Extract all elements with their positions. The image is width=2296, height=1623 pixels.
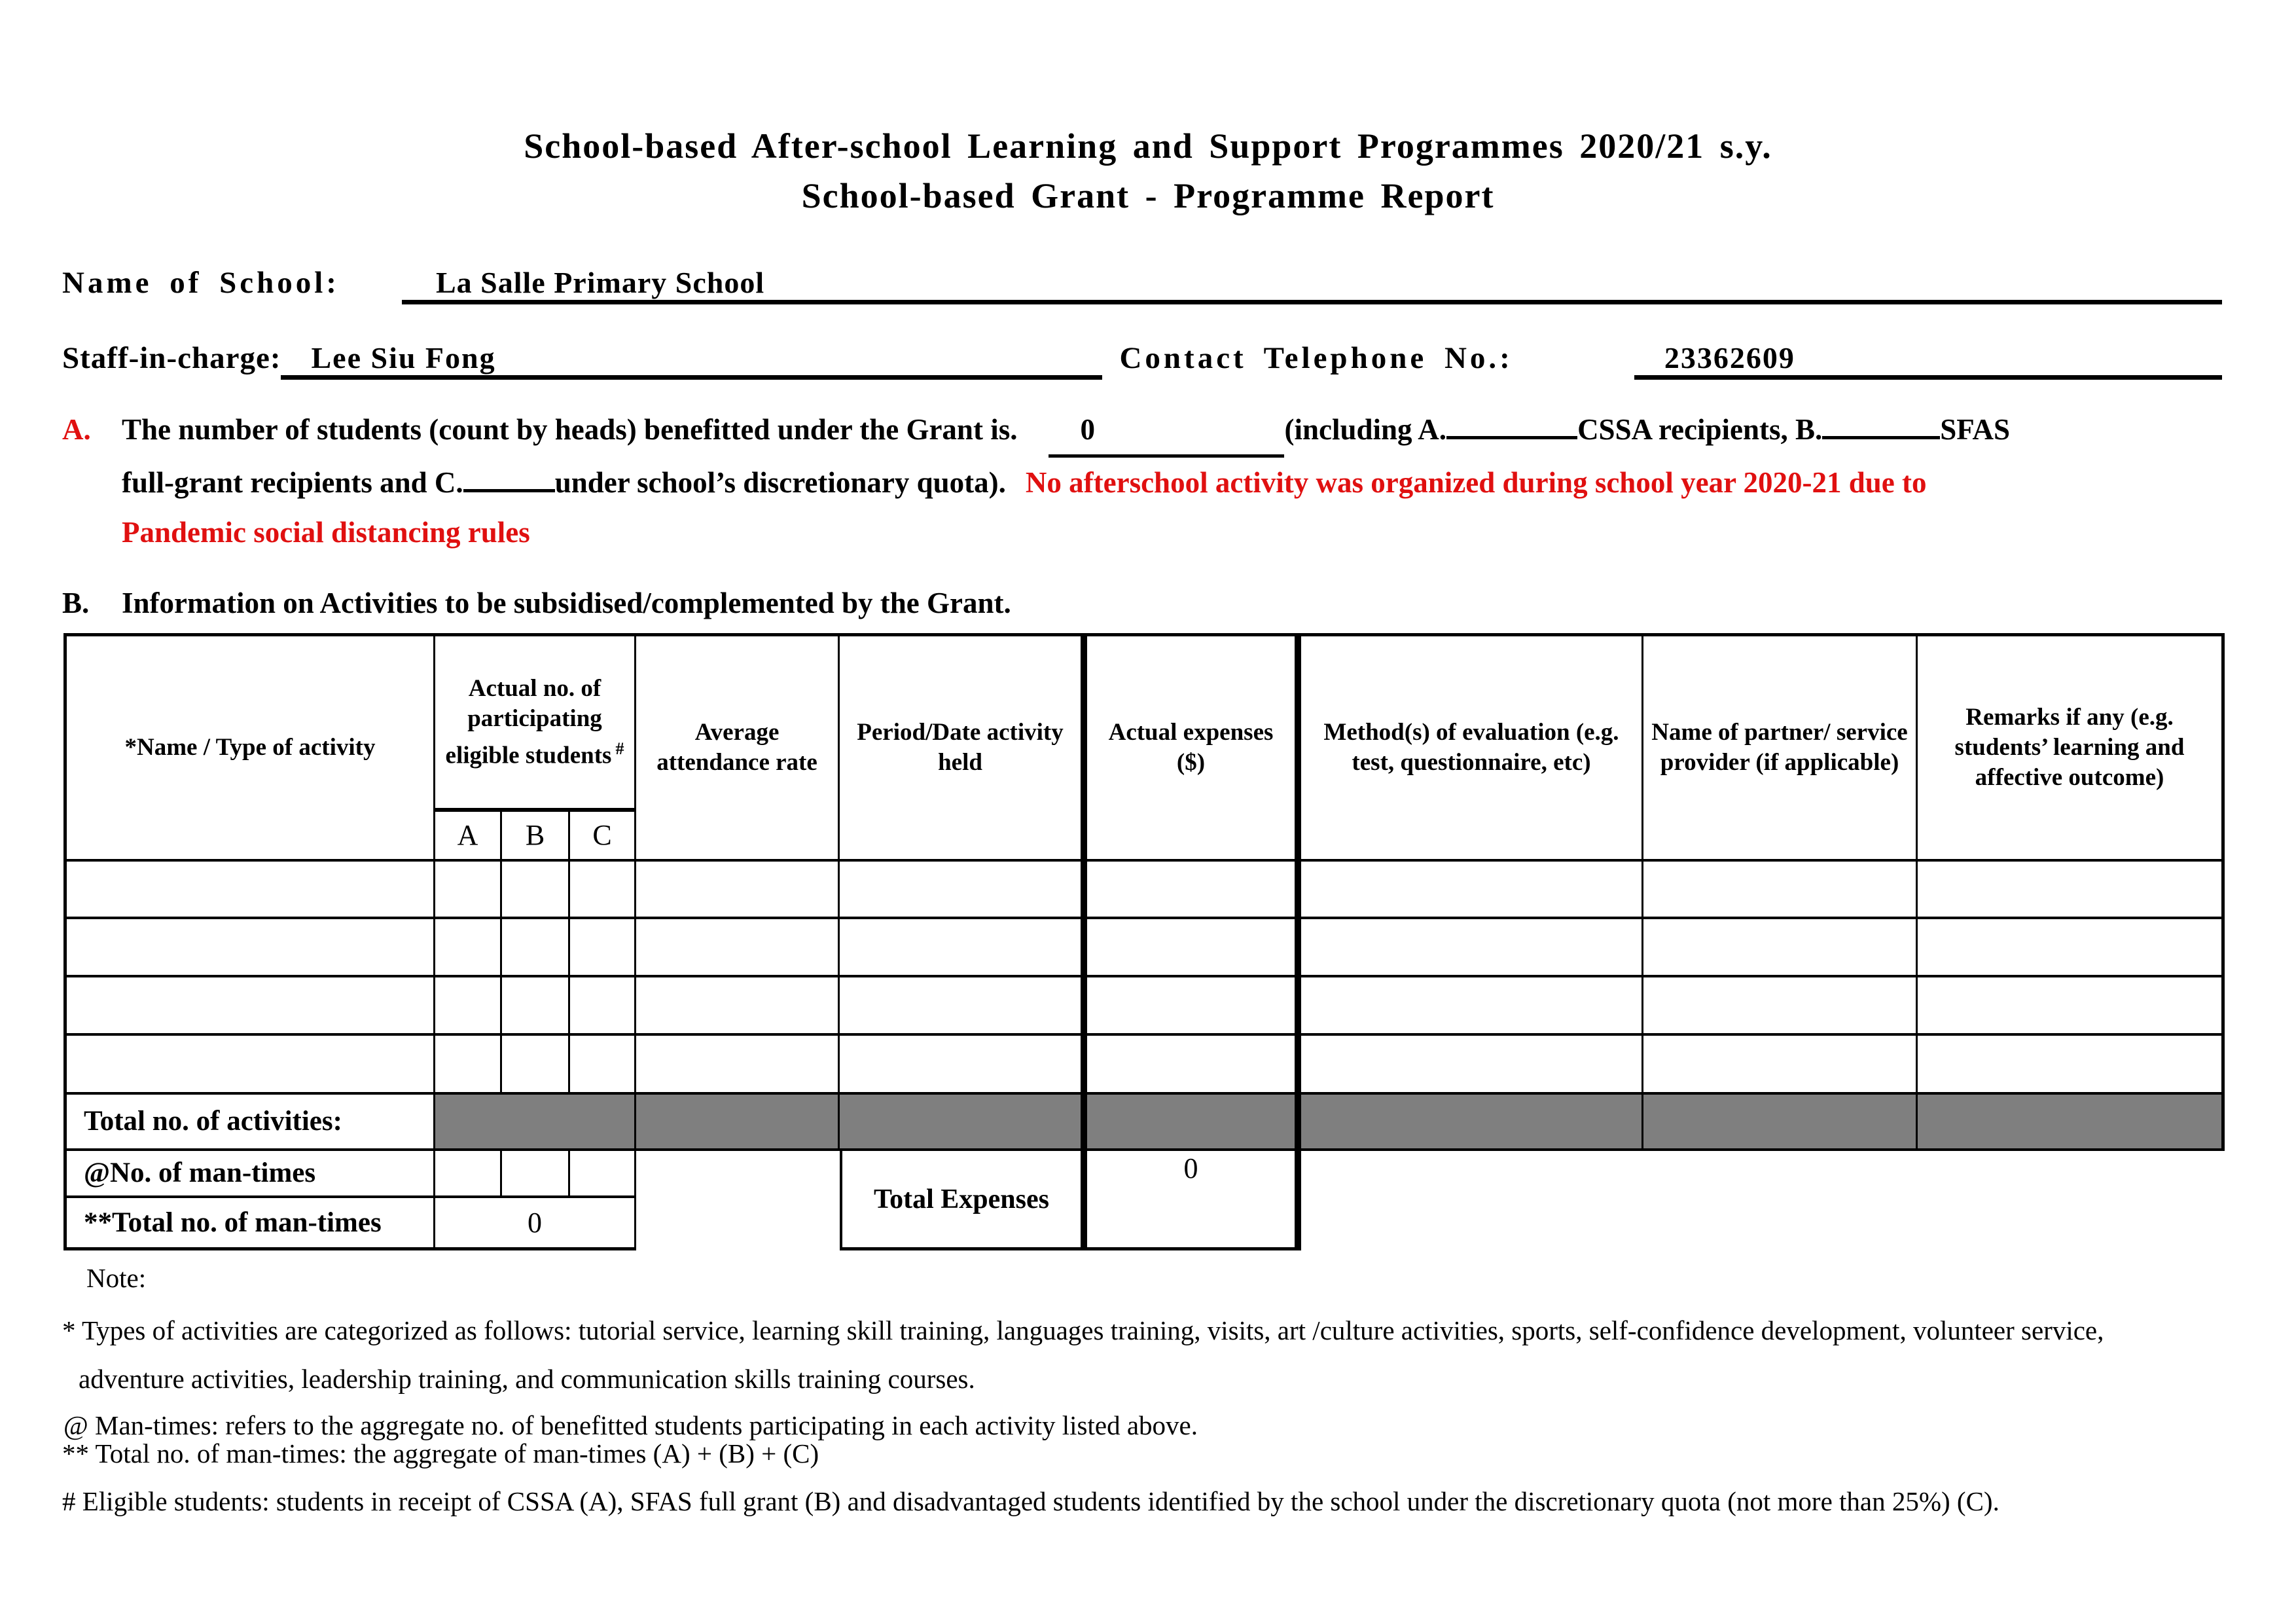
red-remark-line2: Pandemic social distancing rules <box>122 516 530 549</box>
section-a-cssa: CSSA recipients, B. <box>1577 413 1823 446</box>
note-types-line1: * Types of activities are categorized as follows: tutorial service, learning skill training, languages training, visits, art /culture activities, sports, self-confidence development, volunteer service, <box>62 1315 2104 1345</box>
total-man-times-value: 0 <box>435 1198 636 1250</box>
section-a-line1 <box>62 405 2242 458</box>
col-header-evaluation: Method(s) of evaluation (e.g. test, questionnaire, etc) <box>1301 633 1643 862</box>
gray-cell-evaluation <box>1301 1095 1643 1151</box>
man-times-label: @No. of man-times <box>63 1151 435 1198</box>
table-gap-spacer <box>636 1151 840 1250</box>
gray-cell-period <box>840 1095 1081 1151</box>
table-row-4-cell <box>63 1036 435 1095</box>
table-row-1-cell <box>1918 862 2225 919</box>
table-row-2-cell <box>570 919 636 977</box>
table-row-2-cell <box>840 919 1081 977</box>
note-eligible: # Eligible students: students in receipt of CSSA (A), SFAS full grant (B) and disadvantaged students identified by the school under the discretionary quota (not more than 25%) (C). <box>62 1486 2000 1516</box>
table-row-2-cell <box>1643 919 1918 977</box>
gray-cell-remarks <box>1918 1095 2225 1151</box>
note-total-man-times: ** Total no. of man-times: the aggregate of man-times (A) + (B) + (C) <box>62 1438 819 1468</box>
section-a <box>62 405 2242 557</box>
table-row-4-cell <box>435 1036 502 1095</box>
col-header-a: A <box>435 812 502 862</box>
table-row-4-cell <box>1301 1036 1643 1095</box>
table-row-1-cell <box>1081 862 1301 919</box>
activities-table <box>63 633 2225 1250</box>
section-a-marker: A. <box>62 413 91 446</box>
col-header-period: Period/Date activity held <box>840 633 1081 862</box>
table-row-4-cell <box>1643 1036 1918 1095</box>
table-row-3-cell <box>502 977 570 1036</box>
table-row-1-cell <box>1643 862 1918 919</box>
table-row-4-cell <box>636 1036 840 1095</box>
table-row-3-cell <box>435 977 502 1036</box>
quota-blank <box>463 489 555 492</box>
col-header-b: B <box>502 812 570 862</box>
page-title-line1: School-based After-school Learning and Support Programmes 2020/21 s.y. <box>524 126 1772 166</box>
table-row-3-cell <box>1918 977 2225 1036</box>
table-row-4-cell <box>570 1036 636 1095</box>
contact-telephone-value: 23362609 <box>1634 340 2222 380</box>
red-remark-line1: No afterschool activity was organized during school year 2020-21 due to <box>1025 466 1927 499</box>
table-row-3-cell <box>63 977 435 1036</box>
col-header-participants-text: Actual no. of participating eligible students <box>445 674 612 769</box>
table-row-4-cell <box>502 1036 570 1095</box>
sfas-blank <box>1822 436 1940 439</box>
section-a-line2-text2: under school’s discretionary quota). <box>554 466 1006 499</box>
table-row-3-cell <box>636 977 840 1036</box>
gray-cell-expenses <box>1081 1095 1301 1151</box>
table-row-1-cell <box>502 862 570 919</box>
gray-cell-abc <box>435 1095 636 1151</box>
table-row-1-cell <box>636 862 840 919</box>
col-header-expenses: Actual expenses ($) <box>1081 633 1301 862</box>
col-header-c: C <box>570 812 636 862</box>
table-row-3-cell <box>840 977 1081 1036</box>
table-row-4-cell <box>1918 1036 2225 1095</box>
table-row-1-cell <box>570 862 636 919</box>
section-a-line2-text1: full-grant recipients and C. <box>122 466 463 499</box>
table-row-1-cell <box>63 862 435 919</box>
table-row-4-cell <box>1081 1036 1301 1095</box>
col-header-partner: Name of partner/ service provider (if applicable) <box>1643 633 1918 862</box>
table-row-1-cell <box>840 862 1081 919</box>
total-expenses-value: 0 <box>1081 1151 1301 1250</box>
man-times-cell-a <box>435 1151 502 1198</box>
staff-contact-row <box>62 340 2222 380</box>
school-name-row <box>62 265 2222 304</box>
note-man-times: @ Man-times: refers to the aggregate no. of benefitted students participating in each activity listed above. <box>63 1410 1198 1440</box>
table-row-3-cell <box>570 977 636 1036</box>
note-types-line2: adventure activities, leadership training, and communication skills training courses. <box>79 1364 975 1394</box>
hash-superscript: # <box>615 739 624 758</box>
table-row-2-cell <box>636 919 840 977</box>
section-a-line3 <box>62 507 2242 557</box>
man-times-cell-c <box>570 1151 636 1198</box>
contact-telephone-label: Contact Telephone No.: <box>1119 341 1513 375</box>
gray-cell-attendance <box>636 1095 840 1151</box>
note-title: Note: <box>86 1263 147 1293</box>
table-row-2-cell <box>1081 919 1301 977</box>
total-expenses-label: Total Expenses <box>840 1151 1081 1250</box>
col-header-attendance: Average attendance rate <box>636 633 840 862</box>
total-man-times-label: **Total no. of man-times <box>63 1198 435 1250</box>
section-b-marker: B. <box>62 587 90 619</box>
table-row-2-cell <box>435 919 502 977</box>
table-row-1-cell <box>1301 862 1643 919</box>
benefitted-count-value: 0 <box>1049 405 1284 458</box>
staff-in-charge-label: Staff-in-charge: <box>62 341 281 375</box>
table-row-4-cell <box>840 1036 1081 1095</box>
table-row-1-cell <box>435 862 502 919</box>
table-row-3-cell <box>1081 977 1301 1036</box>
section-a-sfas: SFAS <box>1940 413 2010 446</box>
gray-cell-partner <box>1643 1095 1918 1151</box>
page-title-line2: School-based Grant - Programme Report <box>801 176 1495 215</box>
col-header-remarks: Remarks if any (e.g. students’ learning and affective outcome) <box>1918 633 2225 862</box>
section-a-including: (including A. <box>1284 413 1447 446</box>
section-b-heading-text: Information on Activities to be subsidised/complemented by the Grant. <box>122 587 1011 619</box>
section-b-heading <box>62 586 1011 620</box>
table-void-area <box>1301 1151 2225 1250</box>
school-name-label: Name of School: <box>62 266 340 300</box>
total-activities-label: Total no. of activities: <box>63 1095 435 1151</box>
table-row-3-cell <box>1301 977 1643 1036</box>
col-header-participants <box>435 633 636 812</box>
staff-in-charge-value: Lee Siu Fong <box>281 340 1102 380</box>
man-times-cell-b <box>502 1151 570 1198</box>
table-row-2-cell <box>1918 919 2225 977</box>
section-a-lead: The number of students (count by heads) benefitted under the Grant is. <box>122 413 1018 446</box>
section-a-line2 <box>62 458 2242 507</box>
table-row-3-cell <box>1643 977 1918 1036</box>
school-name-value: La Salle Primary School <box>402 265 2222 304</box>
table-row-2-cell <box>502 919 570 977</box>
col-header-name: *Name / Type of activity <box>63 633 435 862</box>
table-row-2-cell <box>1301 919 1643 977</box>
table-row-2-cell <box>63 919 435 977</box>
cssa-blank <box>1446 436 1577 439</box>
